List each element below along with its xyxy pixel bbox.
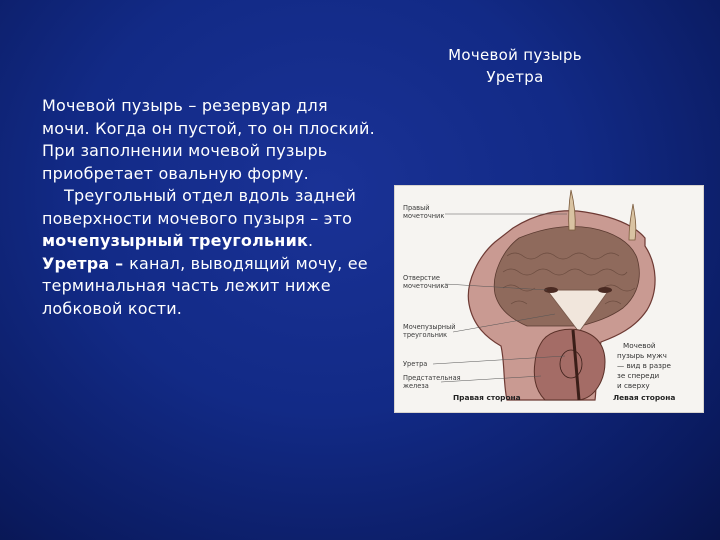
paragraph-bladder: Мочевой пузырь – резервуар для мочи. Когда он пустой, то он плоский. При заполнении мочевой пузырь приобретает овальную форму. <box>42 96 375 183</box>
caption-line-5: и сверху <box>617 381 650 390</box>
label-prostate-1: Предстательная <box>403 374 461 382</box>
label-prostate-2: железа <box>403 382 429 390</box>
caption-line-2: пузырь мужч <box>617 351 667 360</box>
label-urethra: Уретра <box>403 360 428 368</box>
trigone-end: . <box>308 231 314 250</box>
label-trigone-1: Мочепузырный <box>403 323 456 331</box>
body-text <box>42 95 377 320</box>
bladder-illustration <box>394 185 704 413</box>
title-line-bladder: Мочевой пузырь <box>448 46 582 64</box>
prostate <box>534 329 605 400</box>
caption-line-1: Мочевой <box>623 341 656 350</box>
label-right-side: Правая сторона <box>453 393 521 402</box>
paragraph-trigone <box>42 185 377 253</box>
urethra-text: канал, выводящий мочу, ее терминальная часть лежит ниже лобковой кости. <box>42 253 368 318</box>
label-orifice-2: мочеточника <box>403 282 449 290</box>
title-line-urethra: Уретра <box>486 68 544 86</box>
label-right-ureter-1: Правый <box>403 204 430 212</box>
slide-title <box>410 44 620 88</box>
paragraph-urethra <box>42 253 377 321</box>
ureter-orifice-left <box>598 287 612 293</box>
bladder-diagram <box>395 186 703 412</box>
label-left-side: Левая сторона <box>613 393 676 402</box>
caption-line-4: зе спереди <box>617 371 660 380</box>
caption-line-3: — вид в разре <box>617 361 671 370</box>
label-trigone-2: треугольник <box>403 331 448 339</box>
trigone-term: мочепузырный треугольник <box>42 231 309 250</box>
label-right-ureter-2: мочеточник <box>403 212 445 220</box>
urethra-term: Уретра – <box>42 253 130 273</box>
label-orifice-1: Отверстие <box>403 274 440 282</box>
trigone-text: Треугольный отдел вдоль задней поверхности мочевого пузыря – это <box>42 186 357 228</box>
right-ureter <box>569 190 576 230</box>
left-ureter <box>629 204 636 240</box>
